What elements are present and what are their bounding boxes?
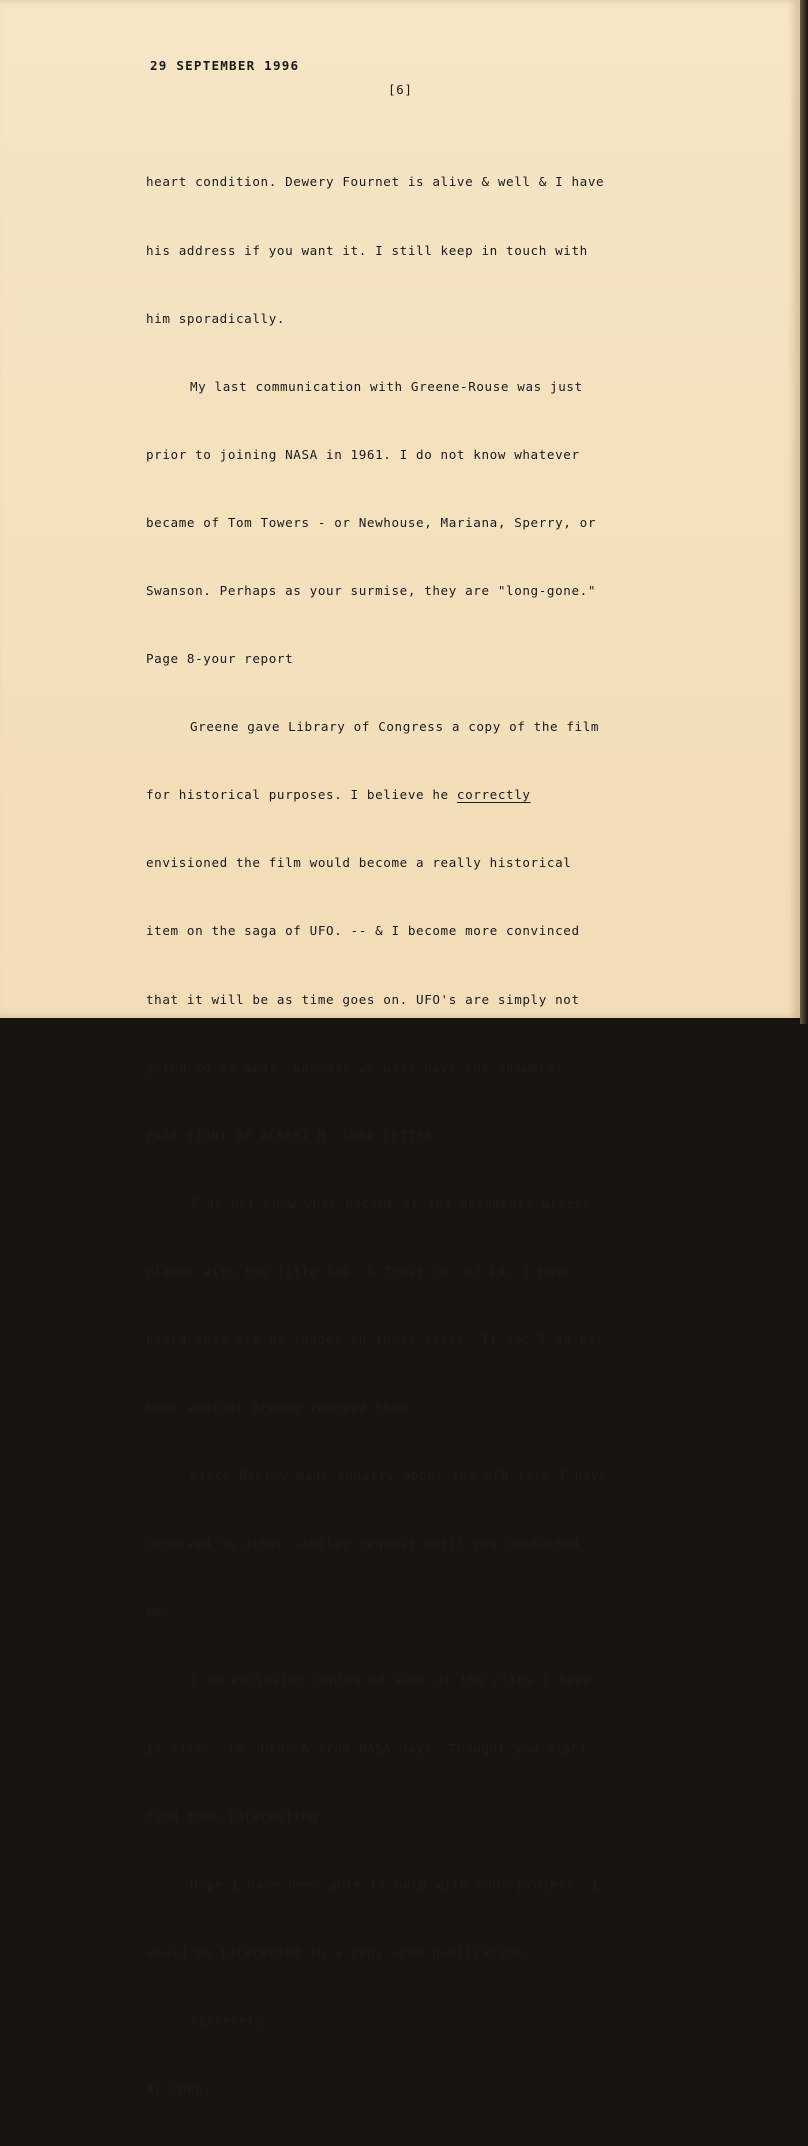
text-line: going to go away. Someday we will have the answers. — [146, 1059, 564, 1075]
text-line-with-underline — [146, 784, 607, 807]
text-line: Swanson. Perhaps as your surmise, they are "long-gone." — [146, 582, 597, 598]
text-line: became of Tom Towers - or Newhouse, Mariana, Sperry, or — [146, 514, 597, 530]
paragraph-start-line: I am enclosing copies of some of the clips I have — [190, 1672, 591, 1688]
page-edge-shadow — [800, 0, 808, 1024]
text-line: know whether Greene removed them. — [146, 1400, 417, 1416]
letter-date: 29 SEPTEMBER 1996 — [150, 58, 300, 73]
paragraph-start-line: My last communication with Greene-Rouse was just — [190, 378, 583, 394]
text-line: me. — [146, 1604, 171, 1620]
text-line: find them interesting. — [146, 1808, 327, 1824]
text-line: heart condition. Dewery Fournet is alive & well & I have — [146, 174, 605, 190]
text-line: received no other similar request until you contacted — [146, 1536, 580, 1552]
letter-body — [146, 126, 607, 2146]
text-line: envisioned the film would become a really historical — [146, 855, 572, 871]
closing-line: Sincerely — [190, 2012, 264, 2028]
text-line: would be interested in a copy upon publication. — [146, 1944, 531, 1960]
text-line: him sporadically. — [146, 310, 286, 326]
underlined-word: correctly — [456, 787, 531, 803]
page-number: [6] — [388, 82, 413, 97]
text-line: places with the Title Ins. & Trust Co. of LA. I have — [146, 1263, 572, 1279]
text-line: PAGE EIGHT OF ALBERT M. CHOP LETTER. — [146, 1127, 441, 1143]
text-line: prior to joining NASA in 1961. I do not know whatever — [146, 446, 580, 462]
paragraph-start-line: I do not know what became of the documents Greene — [190, 1195, 591, 1211]
text-segment: for historical purposes. I believe he — [146, 787, 457, 803]
text-line: that it will be as time goes on. UFO's are simply not — [146, 991, 580, 1007]
paragraph-start-line: Hope I have been able to help with your project. I — [190, 1876, 600, 1892]
signature-line: Al Chop. — [146, 2081, 212, 2097]
paragraph-start-line: Since Barrow made inquiry about the UFO film I have — [190, 1468, 608, 1484]
text-line: Page 8-your report — [146, 651, 294, 667]
page-bottom-edge — [0, 2140, 808, 2146]
text-line: heard they are no longer in those files. If so, I do not — [146, 1332, 605, 1347]
text-line: item on the saga of UFO. -- & I become more convinced — [146, 923, 580, 939]
paragraph-start-line: Greene gave Library of Congress a copy of the film — [190, 719, 600, 735]
text-line: his address if you want it. I still keep in touch with — [146, 242, 588, 258]
text-line: in file...ie "UFO" & from NASA days. Thought you might — [146, 1740, 588, 1756]
